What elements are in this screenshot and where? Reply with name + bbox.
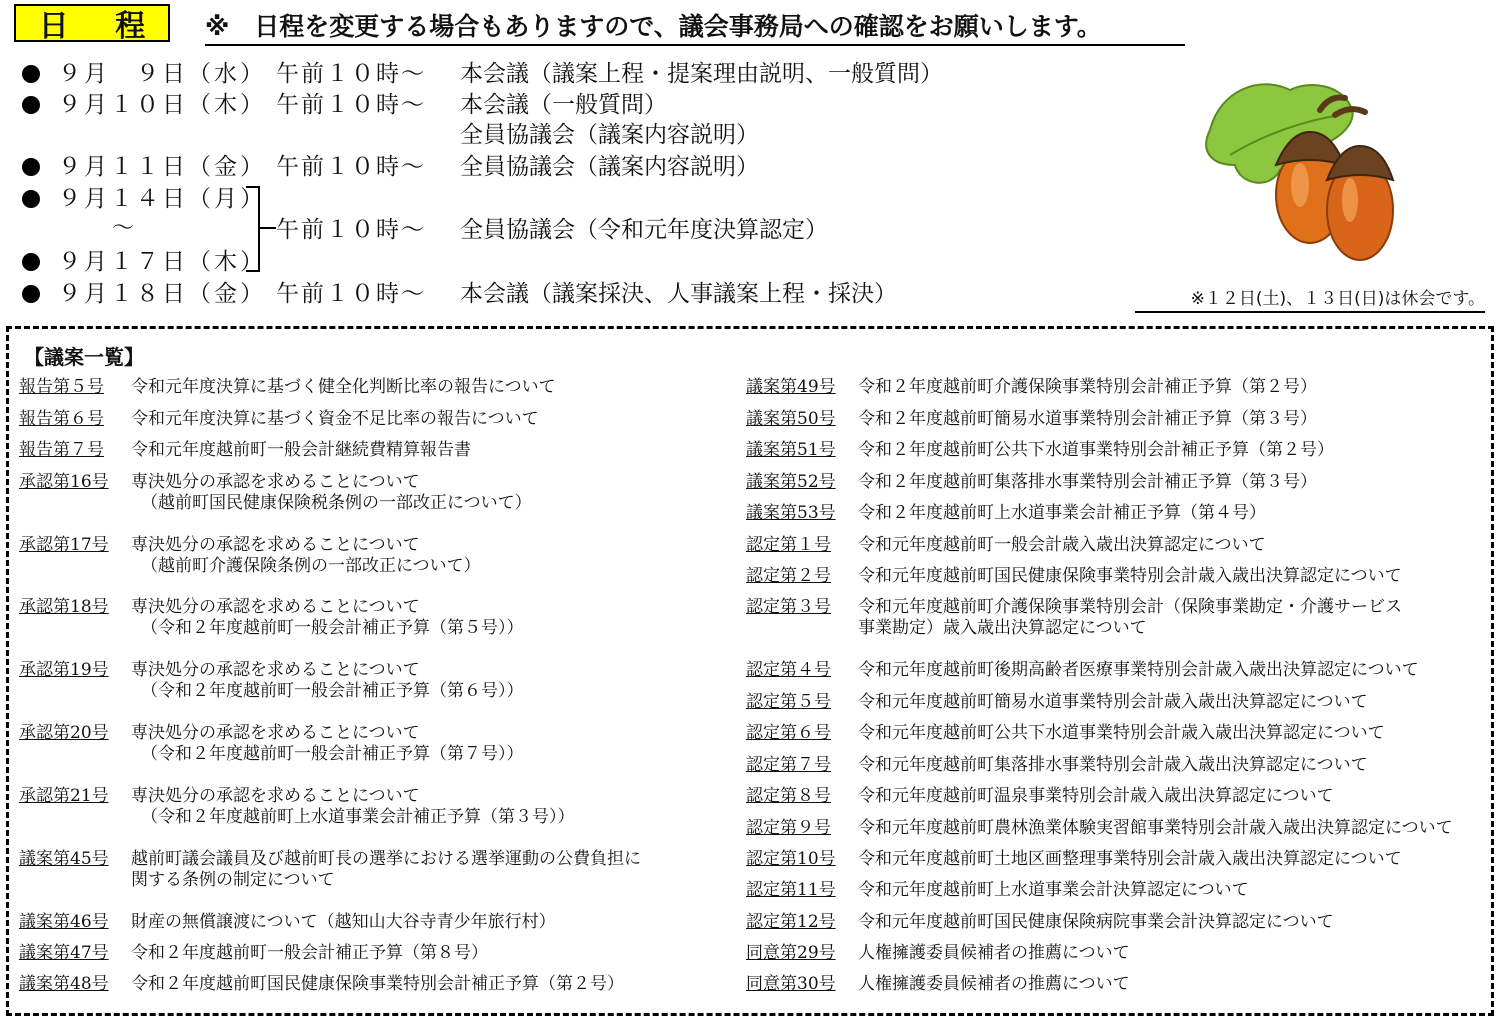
schedule-time: 午前１０時～	[276, 92, 426, 118]
bill-title: 人権擁護委員候補者の推薦について	[858, 943, 1130, 963]
bill-number: 議案第51号	[746, 440, 836, 460]
bill-title: 令和元年度越前町公共下水道事業特別会計歳入歳出決算認定について	[858, 723, 1385, 743]
bullet-icon	[22, 158, 40, 176]
holiday-note: ※１２日(土)、１３日(日)は休会です。	[1135, 284, 1485, 313]
bill-item	[746, 503, 1466, 525]
schedule-desc: 本会議（議案上程・提案理由説明、一般質問）	[460, 61, 943, 87]
bill-item	[746, 723, 1466, 745]
bill-title: 令和元年度越前町介護保険事業特別会計（保険事業勘定・介護サービス	[858, 597, 1402, 617]
bill-number: 認定第11号	[746, 880, 836, 900]
bill-number: 認定第９号	[746, 818, 831, 838]
schedule-notice: ※ 日程を変更する場合もありますので、議会事務局への確認をお願いします。	[205, 12, 1185, 46]
acorn-illustration-icon	[1200, 70, 1410, 270]
bill-title: 令和２年度越前町介護保険事業特別会計補正予算（第２号）	[858, 377, 1317, 397]
bullet-icon	[22, 190, 40, 208]
bill-item	[19, 377, 739, 399]
bill-item	[19, 943, 739, 965]
bill-subtitle: （越前町国民健康保険税条例の一部改正について）	[141, 493, 532, 513]
bill-number: 同意第29号	[746, 943, 836, 963]
bill-number: 議案第45号	[19, 849, 109, 869]
bill-title: 令和２年度越前町集落排水事業特別会計補正予算（第３号）	[858, 472, 1317, 492]
bill-number: 報告第５号	[19, 377, 104, 397]
schedule-date: ９月 ９日（水）	[58, 61, 266, 87]
bill-title: 令和元年度越前町後期高齢者医療事業特別会計歳入歳出決算認定について	[858, 660, 1419, 680]
bill-number: 認定第10号	[746, 849, 836, 869]
bill-title-continuation: 関する条例の制定について	[131, 870, 335, 890]
bullet-icon	[22, 96, 40, 114]
bill-title: 人権擁護委員候補者の推薦について	[858, 974, 1130, 994]
schedule-time: 午前１０時～	[276, 61, 426, 87]
bill-item	[19, 472, 739, 516]
bill-item	[746, 440, 1466, 462]
bill-title-continuation: 事業勘定）歳入歳出決算認定について	[858, 618, 1147, 638]
bill-title: 専決処分の承認を求めることについて	[131, 535, 420, 555]
bill-item	[19, 912, 739, 934]
schedule-date: ９月１０日（木）	[58, 92, 266, 118]
bill-item	[746, 755, 1466, 777]
bill-number: 議案第48号	[19, 974, 109, 994]
bill-title: 令和元年度越前町国民健康保険病院事業会計決算認定について	[858, 912, 1334, 932]
bill-subtitle: （令和２年度越前町上水道事業会計補正予算（第３号））	[141, 807, 575, 827]
bill-item	[746, 535, 1466, 557]
bill-number: 認定第３号	[746, 597, 831, 617]
bill-item	[746, 880, 1466, 902]
bill-subtitle: （越前町介護保険条例の一部改正について）	[141, 556, 481, 576]
schedule-time: 午前１０時～	[276, 217, 426, 243]
bill-item	[746, 566, 1466, 588]
bill-number: 承認第19号	[19, 660, 109, 680]
bill-title: 令和元年度越前町簡易水道事業特別会計歳入歳出決算認定について	[858, 692, 1368, 712]
bill-title: 令和２年度越前町一般会計補正予算（第８号）	[131, 943, 488, 963]
bullet-icon	[22, 253, 40, 271]
bill-item	[19, 723, 739, 767]
bill-item	[19, 409, 739, 431]
bill-number: 承認第16号	[19, 472, 109, 492]
bill-title: 専決処分の承認を求めることについて	[131, 597, 420, 617]
schedule-time: 午前１０時～	[276, 281, 426, 307]
bill-number: 認定第７号	[746, 755, 831, 775]
bill-number: 議案第46号	[19, 912, 109, 932]
schedule-date: ９月１７日（木）	[58, 249, 266, 275]
bill-title: 令和２年度越前町国民健康保険事業特別会計補正予算（第２号）	[131, 974, 624, 994]
bill-title: 令和元年度越前町国民健康保険事業特別会計歳入歳出決算認定について	[858, 566, 1402, 586]
bill-subtitle: （令和２年度越前町一般会計補正予算（第５号））	[141, 618, 524, 638]
bill-item	[746, 818, 1466, 840]
bill-number: 認定第２号	[746, 566, 831, 586]
bill-title: 令和元年度越前町一般会計継続費精算報告書	[131, 440, 471, 460]
bullet-icon	[22, 285, 40, 303]
bill-title: 令和元年度決算に基づく資金不足比率の報告について	[131, 409, 539, 429]
bill-title: 令和２年度越前町上水道事業会計補正予算（第４号）	[858, 503, 1266, 523]
bill-item	[19, 440, 739, 462]
bill-title: 令和元年度決算に基づく健全化判断比率の報告について	[131, 377, 556, 397]
bill-title: 専決処分の承認を求めることについて	[131, 660, 420, 680]
bill-subtitle: （令和２年度越前町一般会計補正予算（第６号））	[141, 681, 524, 701]
bill-title: 令和２年度越前町公共下水道事業特別会計補正予算（第２号）	[858, 440, 1334, 460]
schedule-date: ９月１８日（金）	[58, 281, 266, 307]
bill-number: 議案第49号	[746, 377, 836, 397]
bill-item	[746, 377, 1466, 399]
schedule-desc: 全員協議会（議案内容説明）	[460, 122, 759, 148]
bill-title: 令和元年度越前町土地区画整理事業特別会計歳入歳出決算認定について	[858, 849, 1402, 869]
bill-title: 専決処分の承認を求めることについて	[131, 472, 420, 492]
bill-number: 議案第50号	[746, 409, 836, 429]
bill-title: 令和元年度越前町一般会計歳入歳出決算認定について	[858, 535, 1266, 555]
bill-title: 令和２年度越前町簡易水道事業特別会計補正予算（第３号）	[858, 409, 1317, 429]
bill-number: 議案第52号	[746, 472, 836, 492]
bill-number: 議案第47号	[19, 943, 109, 963]
bill-item	[19, 974, 739, 996]
bill-title: 越前町議会議員及び越前町長の選挙における選挙運動の公費負担に	[131, 849, 641, 869]
bill-item	[746, 849, 1466, 871]
bill-number: 議案第53号	[746, 503, 836, 523]
bill-title: 令和元年度越前町温泉事業特別会計歳入歳出決算認定について	[858, 786, 1334, 806]
date-range-bracket-tick	[258, 227, 276, 229]
bill-subtitle: （令和２年度越前町一般会計補正予算（第７号））	[141, 744, 524, 764]
schedule-desc: 本会議（議案採決、人事議案上程・採決）	[460, 281, 897, 307]
bill-number: 承認第20号	[19, 723, 109, 743]
bill-number: 認定第６号	[746, 723, 831, 743]
bill-number: 認定第８号	[746, 786, 831, 806]
bill-number: 承認第17号	[19, 535, 109, 555]
schedule-desc: 全員協議会（議案内容説明）	[460, 154, 759, 180]
bill-item	[746, 472, 1466, 494]
bill-item	[746, 912, 1466, 934]
bill-number: 報告第６号	[19, 409, 104, 429]
range-tilde: ～	[112, 216, 135, 241]
bill-number: 報告第７号	[19, 440, 104, 460]
bill-item	[19, 597, 739, 641]
bill-item	[19, 786, 739, 830]
bill-item	[19, 660, 739, 704]
schedule-date: ９月１４日（月）	[58, 186, 266, 212]
bill-title: 令和元年度越前町上水道事業会計決算認定について	[858, 880, 1249, 900]
bill-item	[746, 409, 1466, 431]
schedule-date: ９月１１日（金）	[58, 154, 266, 180]
bill-title: 財産の無償譲渡について（越知山大谷寺青少年旅行村）	[131, 912, 556, 932]
bill-number: 認定第４号	[746, 660, 831, 680]
bill-title: 令和元年度越前町農林漁業体験実習館事業特別会計歳入歳出決算認定について	[858, 818, 1453, 838]
bill-number: 同意第30号	[746, 974, 836, 994]
bill-item	[746, 660, 1466, 682]
bill-number: 認定第12号	[746, 912, 836, 932]
bill-list-heading: 【議案一覧】	[24, 345, 144, 369]
bill-item	[746, 786, 1466, 808]
bill-item	[746, 597, 1466, 641]
bill-number: 認定第５号	[746, 692, 831, 712]
bill-number: 承認第21号	[19, 786, 109, 806]
bill-title: 令和元年度越前町集落排水事業特別会計歳入歳出決算認定について	[858, 755, 1368, 775]
schedule-desc: 本会議（一般質問）	[460, 92, 667, 118]
schedule-desc: 全員協議会（令和元年度決算認定）	[460, 217, 828, 243]
bill-item	[746, 943, 1466, 965]
schedule-title: 日 程	[14, 4, 170, 42]
bullet-icon	[22, 65, 40, 83]
bill-item	[746, 692, 1466, 714]
bill-item	[19, 849, 739, 893]
bill-number: 承認第18号	[19, 597, 109, 617]
schedule-time: 午前１０時～	[276, 154, 426, 180]
bill-title: 専決処分の承認を求めることについて	[131, 723, 420, 743]
bill-title: 専決処分の承認を求めることについて	[131, 786, 420, 806]
bill-item	[746, 974, 1466, 996]
bill-number: 認定第１号	[746, 535, 831, 555]
bill-item	[19, 535, 739, 579]
